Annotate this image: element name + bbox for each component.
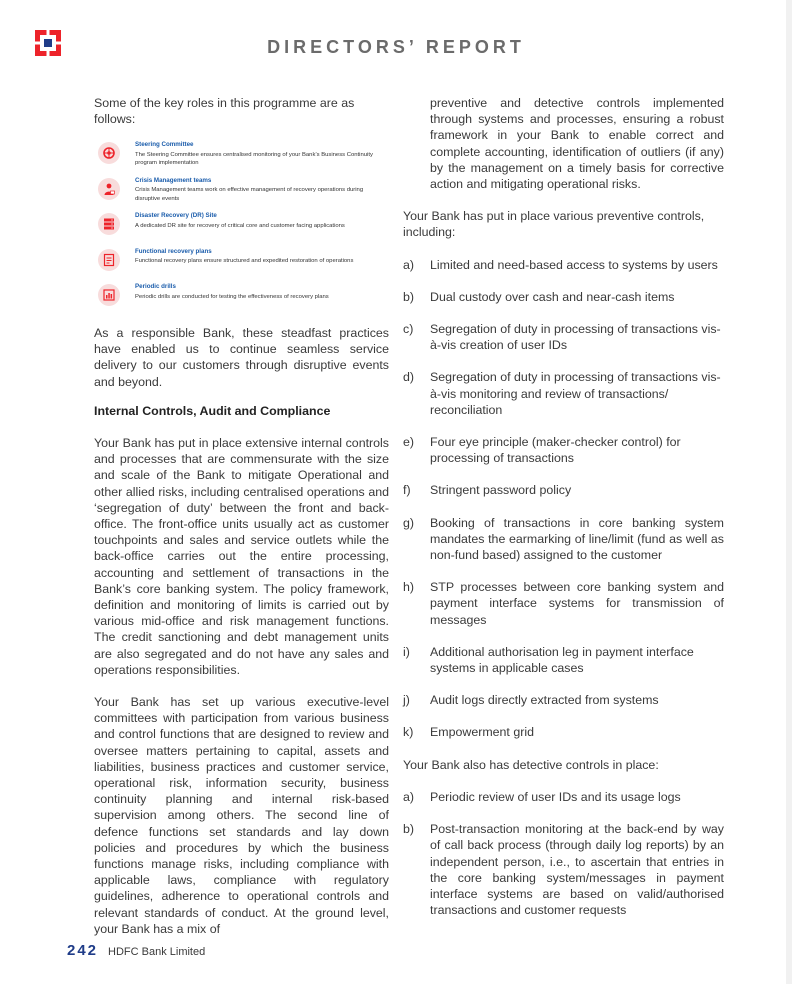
page-title: DIRECTORS’ REPORT xyxy=(267,37,525,57)
controls-paragraph: Your Bank has put in place extensive internal controls and processes that are commensurate with the size and scale of the Bank to mitigate Operational and other allied risks, including centralised operations and ‘segregation of duty’ between the front and back-office. The front-office units usually act as customer touchpoints and sales and service outlets while the back-office carries out the entire processing, accounting and settlement of transactions in the Bank’s core banking system. The policy framework, definition and monitoring of limits is carried out by various mid-office and risk management functions. The credit sanctioning and debt management units are also segregated and do not have any sales and operations responsibilities. xyxy=(94,435,389,677)
list-text: STP processes between core banking system and payment interface systems for transmission of messages xyxy=(430,580,724,627)
roles-list xyxy=(94,141,389,319)
role-description: Crisis Management teams work on effective management of recovery operations during disruptive events xyxy=(135,187,364,202)
steering-icon xyxy=(98,142,120,164)
list-item xyxy=(403,644,724,676)
page-number: 242 xyxy=(67,942,99,959)
list-text: Periodic review of user IDs and its usage logs xyxy=(430,789,681,804)
list-item xyxy=(403,434,724,466)
list-item xyxy=(403,821,724,918)
list-item xyxy=(403,515,724,564)
role-title: Crisis Management teams xyxy=(135,176,212,184)
list-label: e) xyxy=(403,435,415,450)
role-title: Functional recovery plans xyxy=(135,247,212,255)
responsible-paragraph: As a responsible Bank, these steadfast practices have enabled us to continue seamless service delivery to our customers through disruptive events and beyond. xyxy=(94,325,389,389)
list-text: Additional authorisation leg in payment interface systems in applicable cases xyxy=(430,644,694,676)
role-item xyxy=(94,283,389,319)
list-label: i) xyxy=(403,644,410,659)
list-text: Segregation of duty in processing of transactions vis-à-vis creation of user IDs xyxy=(430,322,721,353)
list-item xyxy=(403,289,724,305)
role-item xyxy=(94,177,389,213)
section-heading: Internal Controls, Audit and Compliance xyxy=(94,403,331,418)
role-description: Periodic drills are conducted for testing the effectiveness of recovery plans xyxy=(135,293,329,300)
server-icon xyxy=(98,213,120,235)
committees-paragraph: Your Bank has set up various executive-level committees with participation from various business and control functions that are designed to review and oversee matters pertaining to capital, assets and liabilities, business practices and customer service, operational risk, information security, business continuity planning and internal risk-based supervision among others. The second line of defence functions set standards and lay down policies and procedures by which the business functions manage risks, including compliance with applicable laws, compliance with regulatory guidelines, adherence to operational controls and relevant standards of conduct. At the ground level, your Bank has a mix of xyxy=(94,694,389,936)
list-text: Empowerment grid xyxy=(430,725,534,740)
roles-intro: Some of the key roles in this programme are as follows: xyxy=(94,96,355,127)
role-description: A dedicated DR site for recovery of critical core and customer facing applications xyxy=(135,222,345,229)
list-label: a) xyxy=(403,789,415,804)
page-edge xyxy=(786,0,792,984)
list-item xyxy=(403,789,724,805)
list-label: a) xyxy=(403,257,415,272)
role-item xyxy=(94,141,389,177)
role-title: Steering Committee xyxy=(135,141,194,149)
company-name: HDFC Bank Limited xyxy=(108,946,206,958)
list-label: b) xyxy=(403,822,415,837)
list-item xyxy=(403,321,724,353)
list-label: h) xyxy=(403,580,415,595)
role-item xyxy=(94,212,389,248)
list-text: Booking of transactions in core banking system mandates the earmarking of line/limit (fund as well as non-fund based) assigned to the customer xyxy=(430,515,724,563)
continuation-paragraph: preventive and detective controls implemented through systems and processes, ensuring a robust framework in your Bank to enable correct and complete accounting, identification of outliers (if any) by the management on a timely basis for corrective action and mitigating operational risks. xyxy=(430,96,724,192)
list-item xyxy=(403,482,724,498)
page-footer xyxy=(67,942,205,959)
list-label: g) xyxy=(403,515,415,530)
detective-intro: Your Bank also has detective controls in place: xyxy=(403,757,659,772)
list-item xyxy=(403,724,724,740)
role-title: Periodic drills xyxy=(135,283,176,291)
preventive-list xyxy=(403,257,724,741)
list-item xyxy=(403,369,724,418)
role-description: The Steering Committee ensures centralised monitoring of your Bank’s Business Continuity program implementation xyxy=(135,151,373,167)
list-label: k) xyxy=(403,725,414,740)
list-text: Limited and need-based access to systems by users xyxy=(430,257,718,272)
list-label: j) xyxy=(403,693,410,708)
list-label: b) xyxy=(403,289,415,304)
list-text: Four eye principle (maker-checker control) for processing of transactions xyxy=(430,435,681,466)
role-title: Disaster Recovery (DR) Site xyxy=(135,212,217,220)
role-item xyxy=(94,248,389,284)
list-text: Post-transaction monitoring at the back-end by way of call back process (through daily log reports) by an independent person, i.e., to ascertain that entries in the core banking system/messages in payment interface systems are based on valid/authorised transactions and customer requests xyxy=(430,822,724,918)
list-text: Audit logs directly extracted from systems xyxy=(430,693,659,708)
left-column xyxy=(94,95,389,937)
crisis-team-icon xyxy=(98,178,120,200)
drill-icon xyxy=(98,284,120,306)
list-label: d) xyxy=(403,370,415,385)
plan-icon xyxy=(98,249,120,271)
list-item xyxy=(403,257,724,273)
right-column xyxy=(403,95,724,918)
role-description: Functional recovery plans ensure structured and expedited restoration of operations xyxy=(135,258,354,265)
list-text: Stringent password policy xyxy=(430,483,572,498)
preventive-intro: Your Bank has put in place various preventive controls, including: xyxy=(403,209,705,240)
list-item xyxy=(403,692,724,708)
detective-list xyxy=(403,789,724,918)
list-label: f) xyxy=(403,483,411,498)
list-text: Segregation of duty in processing of transactions vis-à-vis monitoring and review of transactions/ reconciliation xyxy=(430,370,721,417)
list-label: c) xyxy=(403,322,414,337)
list-item xyxy=(403,579,724,628)
list-text: Dual custody over cash and near-cash items xyxy=(430,289,675,304)
